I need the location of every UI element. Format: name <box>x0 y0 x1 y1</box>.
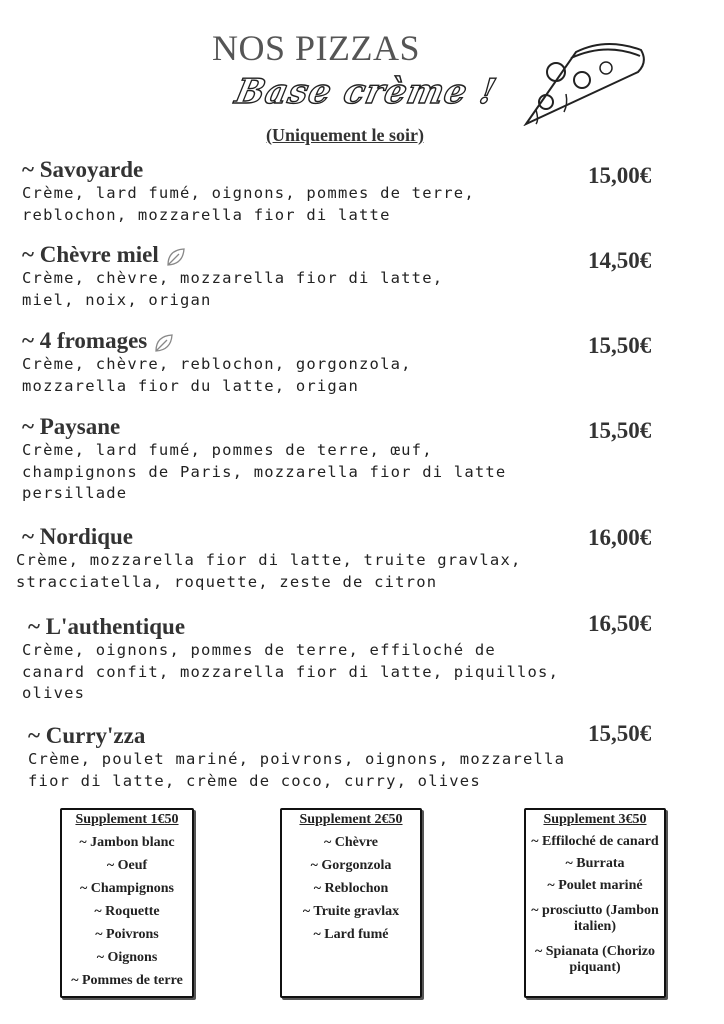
pizza-item <box>28 723 588 792</box>
menu-subtitle: Base crème ! <box>231 72 501 112</box>
pizza-name <box>22 328 582 354</box>
pizza-description-line: Crème, chèvre, reblochon, gorgonzola, <box>22 355 412 373</box>
supplement-item: ~ Burrata <box>565 856 625 871</box>
evening-only-note: (Uniquement le soir) <box>266 125 424 145</box>
pizza-item <box>22 157 582 226</box>
supplement-item: ~ Reblochon <box>313 881 389 896</box>
vegetarian-leaf-icon <box>153 332 175 354</box>
supplement-item: ~ Spianata (Chorizo piquant) <box>534 944 656 975</box>
pizza-slice-icon <box>516 32 648 126</box>
pizza-description-line: Crème, poulet mariné, poivrons, oignons, mozzarella <box>28 750 566 768</box>
pizza-price: 15,50€ <box>588 721 652 746</box>
pizza-description-line: persillade <box>22 484 128 502</box>
supplement-box <box>524 808 666 998</box>
pizza-item <box>22 328 582 397</box>
pizza-description-line: reblochon, mozzarella fior di latte <box>22 205 391 224</box>
pizza-name-text: ~ Paysane <box>22 414 121 439</box>
pizza-name <box>28 723 588 749</box>
supplement-item: ~ Oeuf <box>106 858 148 873</box>
pizza-name <box>22 157 582 183</box>
pizza-name <box>22 242 582 268</box>
supplement-item: ~ Gorgonzola <box>310 858 392 873</box>
supplement-item: ~ Pommes de terre <box>71 973 183 988</box>
menu-title: NOS PIZZAS <box>212 28 421 68</box>
pizza-description-line: miel, noix, origan <box>22 290 212 309</box>
pizza-item <box>22 414 582 505</box>
supplement-box <box>280 808 422 998</box>
supplement-item: ~ Jambon blanc <box>79 835 175 850</box>
supplement-item: ~ Effiloché de canard <box>531 834 659 849</box>
pizza-name <box>22 524 582 550</box>
pizza-description-line: champignons de Paris, mozzarella fior di latte <box>22 462 507 481</box>
pizza-price: 16,50€ <box>588 611 652 636</box>
supplement-title: Supplement 2€50 <box>299 812 403 827</box>
supplement-title: Supplement 1€50 <box>75 812 179 827</box>
supplement-item: ~ Poulet mariné <box>547 878 643 893</box>
pizza-item <box>22 614 588 705</box>
pizza-price: 15,50€ <box>588 333 652 358</box>
pizza-name-text: ~ Curry'zza <box>28 723 146 748</box>
pizza-description-line: Crème, lard fumé, oignons, pommes de terre, <box>22 184 475 202</box>
pizza-name <box>22 414 582 440</box>
pizza-item <box>22 242 582 311</box>
supplement-item: ~ Chèvre <box>323 835 379 850</box>
vegetarian-leaf-icon <box>165 246 187 268</box>
supplement-item: ~ Poivrons <box>95 927 159 942</box>
pizza-description-line: stracciatella, roquette, zeste de citron <box>16 572 438 591</box>
supplement-item: ~ Champignons <box>79 881 175 896</box>
pizza-description-line: Crème, chèvre, mozzarella fior di latte, <box>22 269 444 287</box>
pizza-name-text: ~ Chèvre miel <box>22 242 159 267</box>
pizza-name-text: ~ 4 fromages <box>22 328 148 353</box>
pizza-description-line: Crème, lard fumé, pommes de terre, œuf, <box>22 441 433 459</box>
supplement-item: ~ Lard fumé <box>313 927 389 942</box>
pizza-name <box>28 614 588 640</box>
pizza-item <box>16 524 582 593</box>
supplement-item: ~ Oignons <box>96 950 158 965</box>
pizza-price: 14,50€ <box>588 248 652 273</box>
pizza-name-text: ~ L'authentique <box>28 614 186 639</box>
pizza-description-line: canard confit, mozzarella fior di latte, piquillos, <box>22 662 560 681</box>
pizza-description-line: Crème, oignons, pommes de terre, effiloché de <box>22 641 496 659</box>
supplement-item: ~ Truite gravlax <box>302 904 400 919</box>
pizza-price: 16,00€ <box>588 525 652 550</box>
pizza-name-text: ~ Savoyarde <box>22 157 144 182</box>
pizza-name-text: ~ Nordique <box>22 524 134 549</box>
supplement-item: ~ Roquette <box>94 904 160 919</box>
supplement-title: Supplement 3€50 <box>543 812 647 827</box>
pizza-description-line: Crème, mozzarella fior di latte, truite gravlax, <box>16 551 522 569</box>
pizza-price: 15,50€ <box>588 418 652 443</box>
pizza-price: 15,00€ <box>588 163 652 188</box>
supplement-item: ~ prosciutto (Jambon italien) <box>531 903 659 934</box>
pizza-description-line: fior di latte, crème de coco, curry, olives <box>28 771 481 790</box>
pizza-description-line: olives <box>22 684 86 702</box>
pizza-description-line: mozzarella fior du latte, origan <box>22 376 360 395</box>
supplement-box <box>60 808 194 998</box>
